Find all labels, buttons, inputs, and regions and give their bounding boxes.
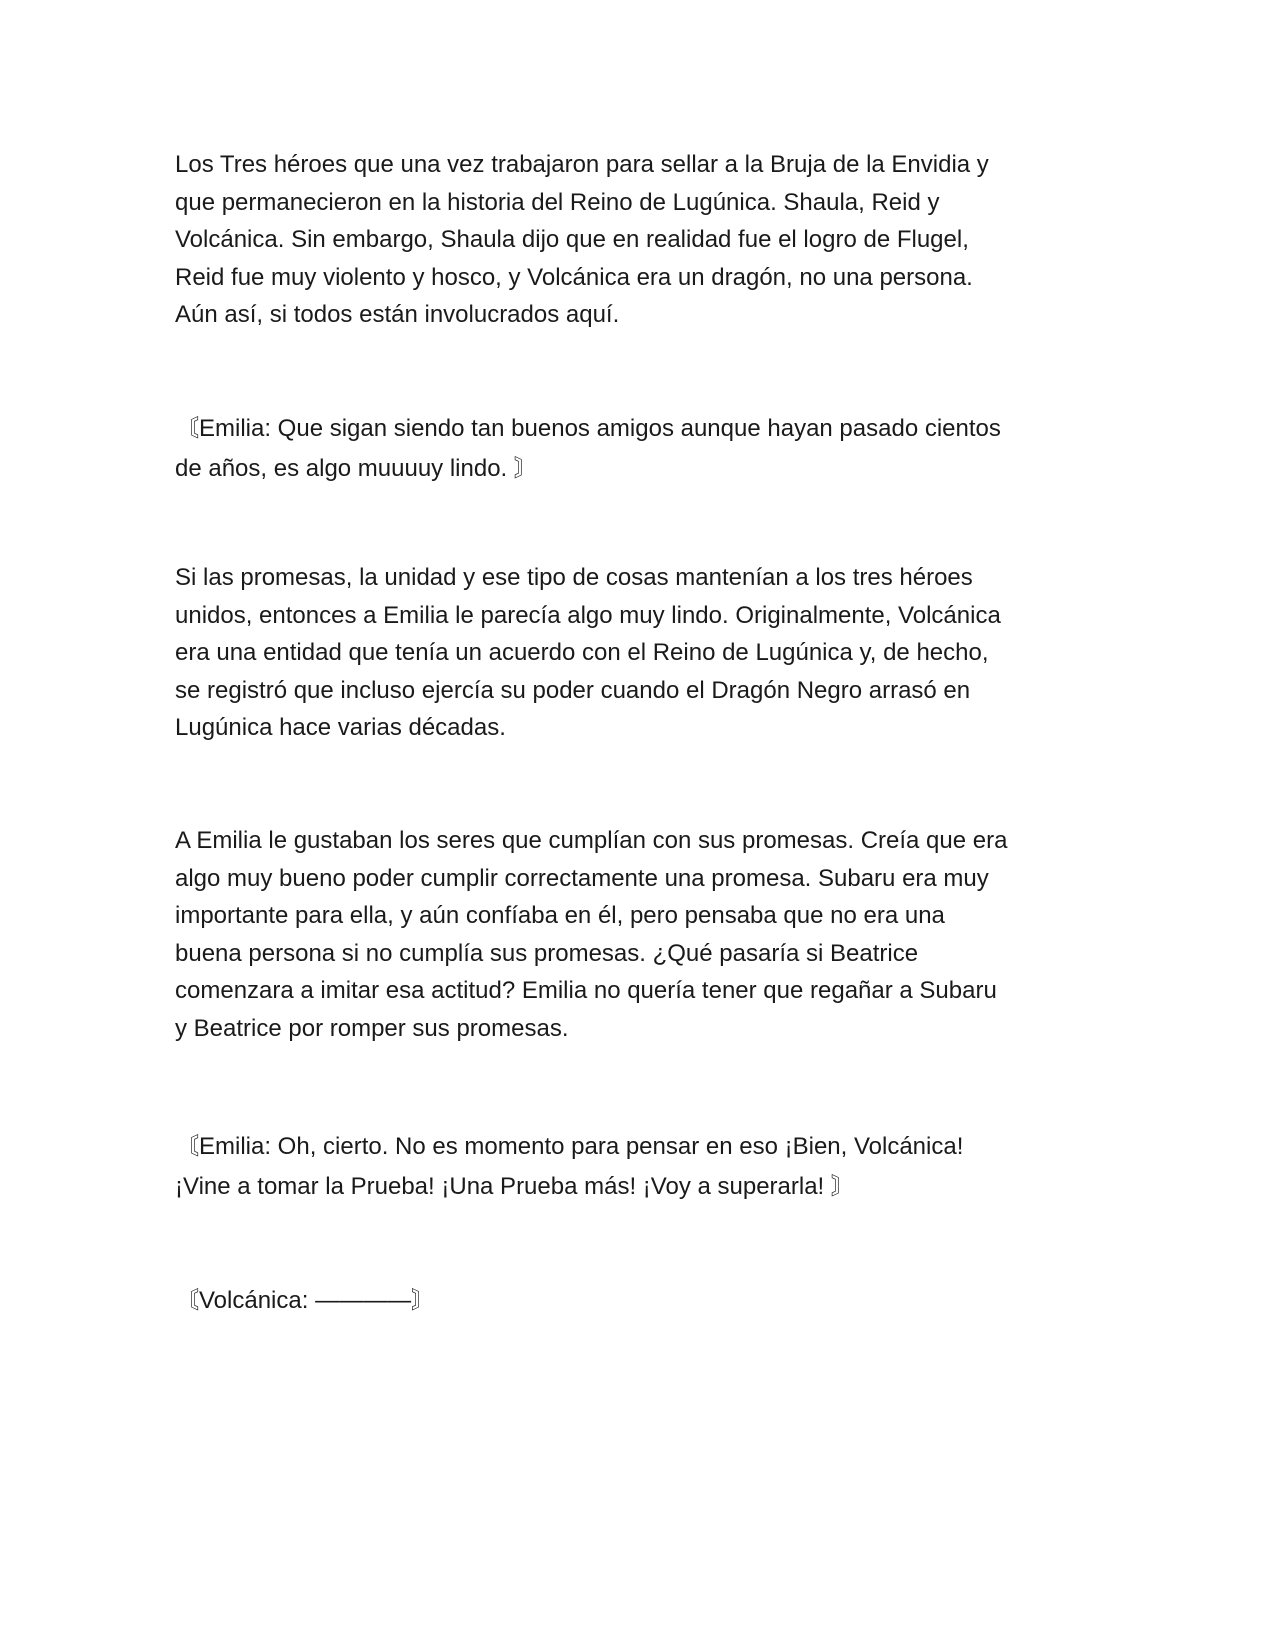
paragraph-promises: Si las promesas, la unidad y ese tipo de cosas mantenían a los tres héroes unidos, entonces a Emilia le parecía algo muy lindo. Originalmente, Volcánica era una entidad que tenía un acuerdo con el Reino de Lugúnica y, de hecho, se registró que incluso ejercía su poder cuando el Dragón Negro arrasó en Lugúnica hace varias décadas. (175, 564, 1001, 741)
dialogue-volcanica: 〘Volcánica: ————〙 (175, 1287, 436, 1314)
dialogue-emilia-trial: 〘Emilia: Oh, cierto. No es momento para pensar en eso ¡Bien, Volcánica! ¡Vine a tomar la Prueba! ¡Una Prueba más! ¡Voy a superarla! 〙 (175, 1133, 964, 1200)
dialogue-emilia-friends: 〘Emilia: Que sigan siendo tan buenos amigos aunque hayan pasado cientos de años, es algo muuuuy lindo. 〙 (175, 415, 1001, 482)
paragraph-emilia-promises: A Emilia le gustaban los seres que cumplían con sus promesas. Creía que era algo muy bueno poder cumplir correctamente una promesa. Subaru era muy importante para ella, y aún confíaba en él, pero pensaba que no era una buena persona si no cumplía sus promesas. ¿Qué pasaría si Beatrice comenzara a imitar esa actitud? Emilia no quería tener que regañar a Subaru y Beatrice por romper sus promesas. (175, 827, 1008, 1042)
paragraph-heroes: Los Tres héroes que una vez trabajaron para sellar a la Bruja de la Envidia y que permanecieron en la historia del Reino de Lugúnica. Shaula, Reid y Volcánica. Sin embargo, Shaula dijo que en realidad fue el logro de Flugel, Reid fue muy violento y hosco, y Volcánica era un dragón, no una persona. Aún así, si todos están involucrados aquí. (175, 151, 989, 328)
